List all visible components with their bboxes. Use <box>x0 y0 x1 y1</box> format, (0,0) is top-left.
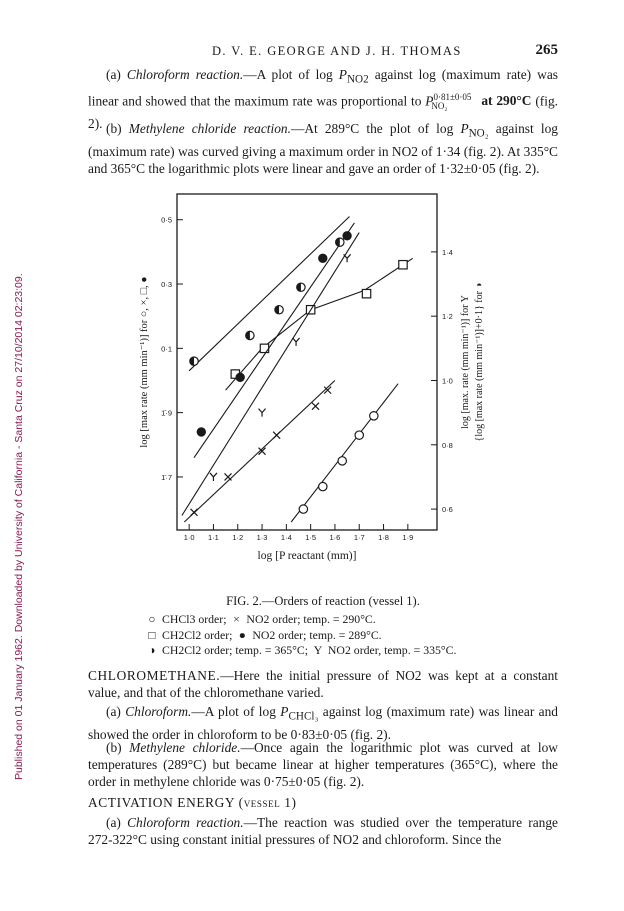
right-y-tick-label: 1·2 <box>442 312 453 322</box>
left-y-tick-label: 0·3 <box>161 280 172 290</box>
data-point-open-circle <box>299 505 307 513</box>
data-point-cross <box>191 509 198 516</box>
x-tick-label: 1·1 <box>208 533 219 542</box>
right-y-tick-label: 0·6 <box>442 505 453 515</box>
paragraph-chloroform: (a) Chloroform.—A plot of $\log P_{CHCl_3}$ against log (maximum rate) was linear and showed the order in chloroform to be 0·83±0·05 (fig. 2). <box>88 704 558 742</box>
download-watermark <box>2 60 25 780</box>
x-tick-label: 1·7 <box>353 533 365 542</box>
x-tick-label: 1·0 <box>183 533 195 542</box>
fit-line <box>182 233 359 516</box>
legend-row: ◑ CH2Cl2 order; temp. = 365°C; Y NO2 order, temp. = 335°C. <box>145 643 565 659</box>
right-y-axis-label-half-circle: {log [max rate (mm min⁻¹)]+0·1} for ◑ <box>474 282 485 442</box>
left-y-tick-label: 1̄·9 <box>161 408 172 418</box>
x-tick-label: 1·6 <box>329 533 341 542</box>
data-point-open-square <box>362 289 370 297</box>
left-y-tick-label: 0·1 <box>161 344 172 354</box>
plot-frame <box>177 194 437 530</box>
x-tick-label: 1·2 <box>232 533 244 542</box>
figure-legend <box>145 612 565 659</box>
data-point-filled-circle <box>197 428 205 436</box>
left-y-tick-label: 1̄·7 <box>161 472 172 482</box>
orders-of-reaction-plot <box>130 186 500 576</box>
data-point-cross <box>225 473 232 480</box>
paragraph-activation-chloroform: (a) Chloroform reaction.—The reaction was studied over the temperature range 272-322°C using constant initial pressures of NO2 and chloroform. Since the <box>88 815 558 848</box>
figure-caption: FIG. 2.—Orders of reaction (vessel 1). <box>226 594 420 608</box>
data-point-y <box>259 409 266 417</box>
data-point-open-square <box>260 344 268 352</box>
x-tick-label: 1·9 <box>402 533 414 542</box>
data-point-open-circle <box>338 457 346 465</box>
fit-line <box>291 384 398 522</box>
x-axis-label: log [P reactant (mm)] <box>257 550 357 562</box>
legend-filled-circle-icon: ● <box>238 627 246 642</box>
right-y-axis-label-y: log [max. rate (mm min⁻¹)] for Y <box>460 295 471 429</box>
legend-row: ○ CHCl3 order; × NO2 order; temp. = 290°C. <box>145 612 565 628</box>
running-head: D. V. E. GEORGE AND J. H. THOMAS <box>212 44 462 58</box>
page-header <box>88 44 558 64</box>
figure-2-chart <box>130 186 500 576</box>
data-point-cross <box>273 432 280 439</box>
x-tick-label: 1·3 <box>256 533 268 542</box>
legend-cross-icon: × <box>233 612 240 626</box>
page-number: 265 <box>535 42 558 58</box>
legend-half-circle-icon: ◑ <box>148 643 156 657</box>
data-point-cross <box>312 403 319 410</box>
paragraph-chloroform-reaction: (a) Chloroform reaction.—A plot of $\log P_{NO2}$ against log (maximum rate) was linear and showed that the maximum rate was proportional to $P^{0\cdot 81\pm 0\cdot 05}_{NO_2}$ at 290°C (fig. 2). <box>88 67 558 132</box>
paragraph-methylene-chloride: (b) Methylene chloride.—Once again the logarithmic plot was curved at low temperatures (289°C) but became linear at higher temperatures (365°C), where the order in methylene chloride was 0·75±0·05 (fig. 2). <box>88 740 558 790</box>
left-y-axis-label: log [max rate (mm min⁻¹)] for ○, ×, □, ● <box>139 276 150 448</box>
legend-y-icon: Y <box>313 643 323 657</box>
fit-line <box>194 223 354 458</box>
data-point-y <box>293 338 300 346</box>
data-point-open-square <box>399 261 407 269</box>
right-y-tick-label: 1·4 <box>442 247 453 257</box>
paragraph-methylene-chloride-reaction: (b) Methylene chloride reaction.—At 289°C the plot of $\log P_{NO_2}$ against log (maximum rate) was curved giving a maximum order in NO2 of 1·34 (fig. 2). At 335°C and 365°C the logarithmic plots were linear and gave an order of 1·32±0·05 (fig. 2). <box>88 121 558 177</box>
left-y-tick-label: 0·5 <box>161 215 172 225</box>
x-tick-label: 1·5 <box>305 533 317 542</box>
data-point-y <box>210 473 217 481</box>
legend-row: □ CH2Cl2 order; ● NO2 order; temp. = 289°C. <box>145 628 565 644</box>
data-point-filled-circle <box>343 232 351 240</box>
data-point-filled-circle <box>236 373 244 381</box>
data-point-y <box>344 254 351 262</box>
right-y-tick-label: 1·0 <box>442 376 453 386</box>
right-y-tick-label: 0·8 <box>442 440 453 450</box>
download-watermark-text: Published on 01 January 1962. Downloaded by University of California - Santa Cruz on 27/10/2014 02:23:09. <box>13 273 25 780</box>
x-tick-label: 1·8 <box>378 533 389 542</box>
data-point-open-circle <box>319 482 327 490</box>
legend-open-circle-icon: ○ <box>148 612 156 626</box>
x-tick-label: 1·4 <box>280 533 292 542</box>
legend-open-square-icon: □ <box>148 627 156 642</box>
data-point-open-circle <box>370 412 378 420</box>
data-point-filled-circle <box>319 254 327 262</box>
data-point-open-circle <box>355 431 363 439</box>
section-heading-activation-energy: ACTIVATION ENERGY (vessel 1) <box>88 795 297 810</box>
paragraph-chloromethane: CHLOROMETHANE.—Here the initial pressure of NO2 was kept at a constant value, and that of the chloromethane varied. <box>88 668 558 701</box>
fit-line <box>184 381 335 523</box>
